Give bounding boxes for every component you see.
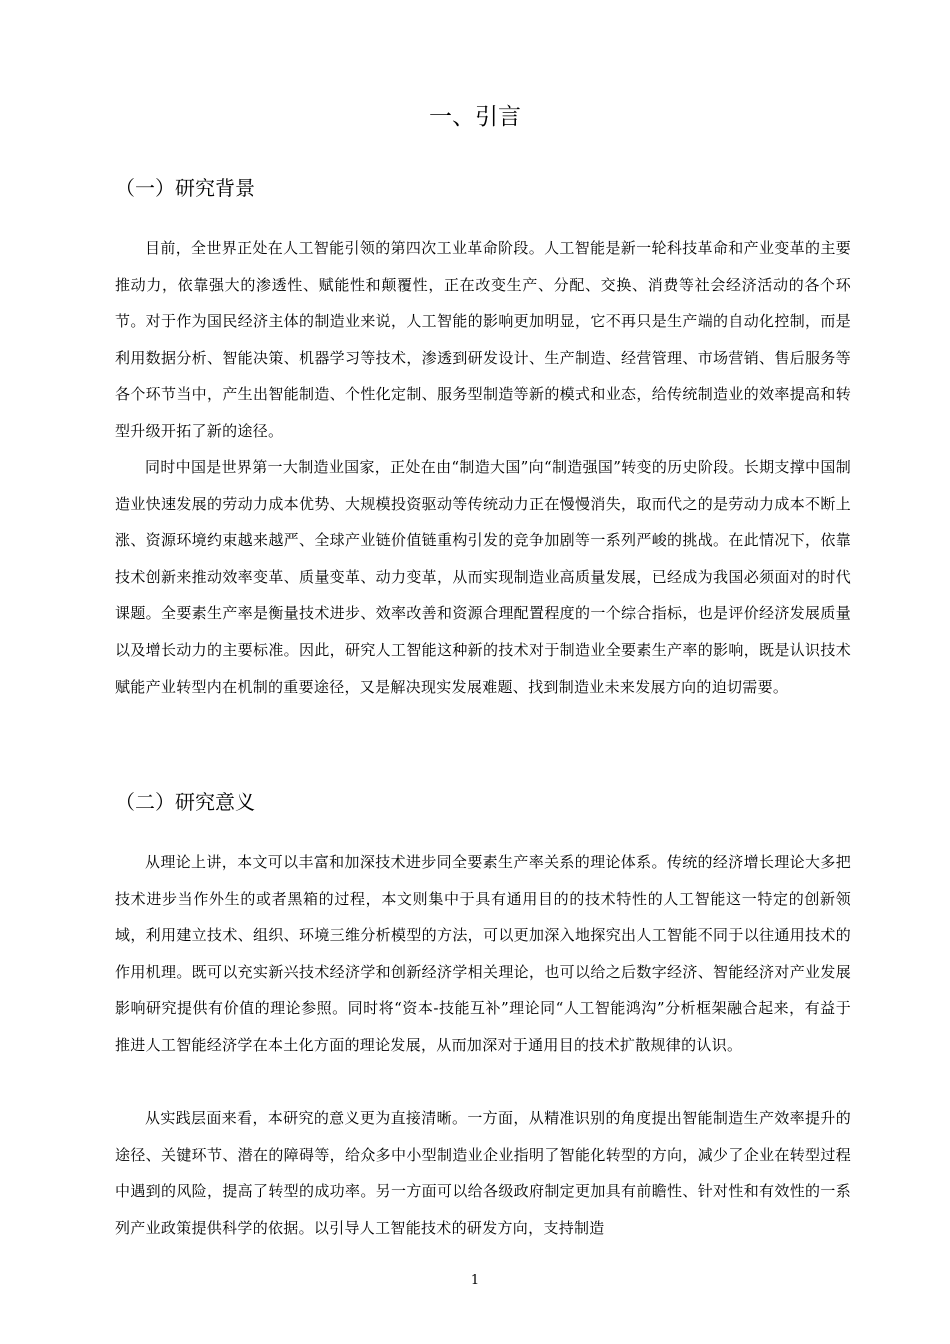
chapter-title: 一、引言	[429, 104, 521, 130]
body-paragraph: 从理论上讲，本文可以丰富和加深技术进步同全要素生产率关系的理论体系。传统的经济增长理论大多把技术进步当作外生的或者黑箱的过程，本文则集中于具有通用目的的技术特性的人工智能这一特定的创新领域，利用建立技术、组织、环境三维分析模型的方法，可以更加深入地探究出人工智能不同于以往通用技术的作用机理。既可以充实新兴技术经济学和创新经济学相关理论，也可以给之后数字经济、智能经济对产业发展影响研究提供有价值的理论参照。同时将“资本-技能互补”理论同“人工智能鸿沟”分析框架融合起来，有益于推进人工智能经济学在本土化方面的理论发展，从而加深对于通用目的技术扩散规律的认识。	[115, 853, 851, 1054]
body-paragraph: 目前，全世界正处在人工智能引领的第四次工业革命阶段。人工智能是新一轮科技革命和产业变革的主要推动力，依靠强大的渗透性、赋能性和颠覆性，正在改变生产、分配、交换、消费等社会经济活动的各个环节。对于作为国民经济主体的制造业来说，人工智能的影响更加明显，它不再只是生产端的自动化控制，而是利用数据分析、智能决策、机器学习等技术，渗透到研发设计、生产制造、经营管理、市场营销、售后服务等各个环节当中，产生出智能制造、个性化定制、服务型制造等新的模式和业态，给传统制造业的效率提高和转型升级开拓了新的途径。	[115, 239, 851, 440]
section-heading-research-background: （一）研究背景	[115, 176, 255, 200]
page-number: 1	[470, 1273, 480, 1288]
body-paragraph: 同时中国是世界第一大制造业国家，正处在由“制造大国”向“制造强国”转变的历史阶段。长期支撑中国制造业快速发展的劳动力成本优势、大规模投资驱动等传统动力正在慢慢消失，取而代之的是劳动力成本不断上涨、资源环境约束越来越严、全球产业链价值链重构引发的竞争加剧等一系列严峻的挑战。在此情况下，依靠技术创新来推动效率变革、质量变革、动力变革，从而实现制造业高质量发展，已经成为我国必须面对的时代课题。全要素生产率是衡量技术进步、效率改善和资源合理配置程度的一个综合指标，也是评价经济发展质量以及增长动力的主要标准。因此，研究人工智能这种新的技术对于制造业全要素生产率的影响，既是认识技术赋能产业转型内在机制的重要途径，又是解决现实发展难题、找到制造业未来发展方向的迫切需要。	[115, 458, 851, 696]
body-paragraph: 从实践层面来看，本研究的意义更为直接清晰。一方面，从精准识别的角度提出智能制造生产效率提升的途径、关键环节、潜在的障碍等，给众多中小型制造业企业指明了智能化转型的方向，减少了企业在转型过程中遇到的风险，提高了转型的成功率。另一方面可以给各级政府制定更加具有前瞻性、针对性和有效性的一系列产业政策提供科学的依据。以引导人工智能技术的研发方向，支持制造	[115, 1109, 851, 1237]
section-heading-research-significance: （二）研究意义	[115, 790, 255, 814]
